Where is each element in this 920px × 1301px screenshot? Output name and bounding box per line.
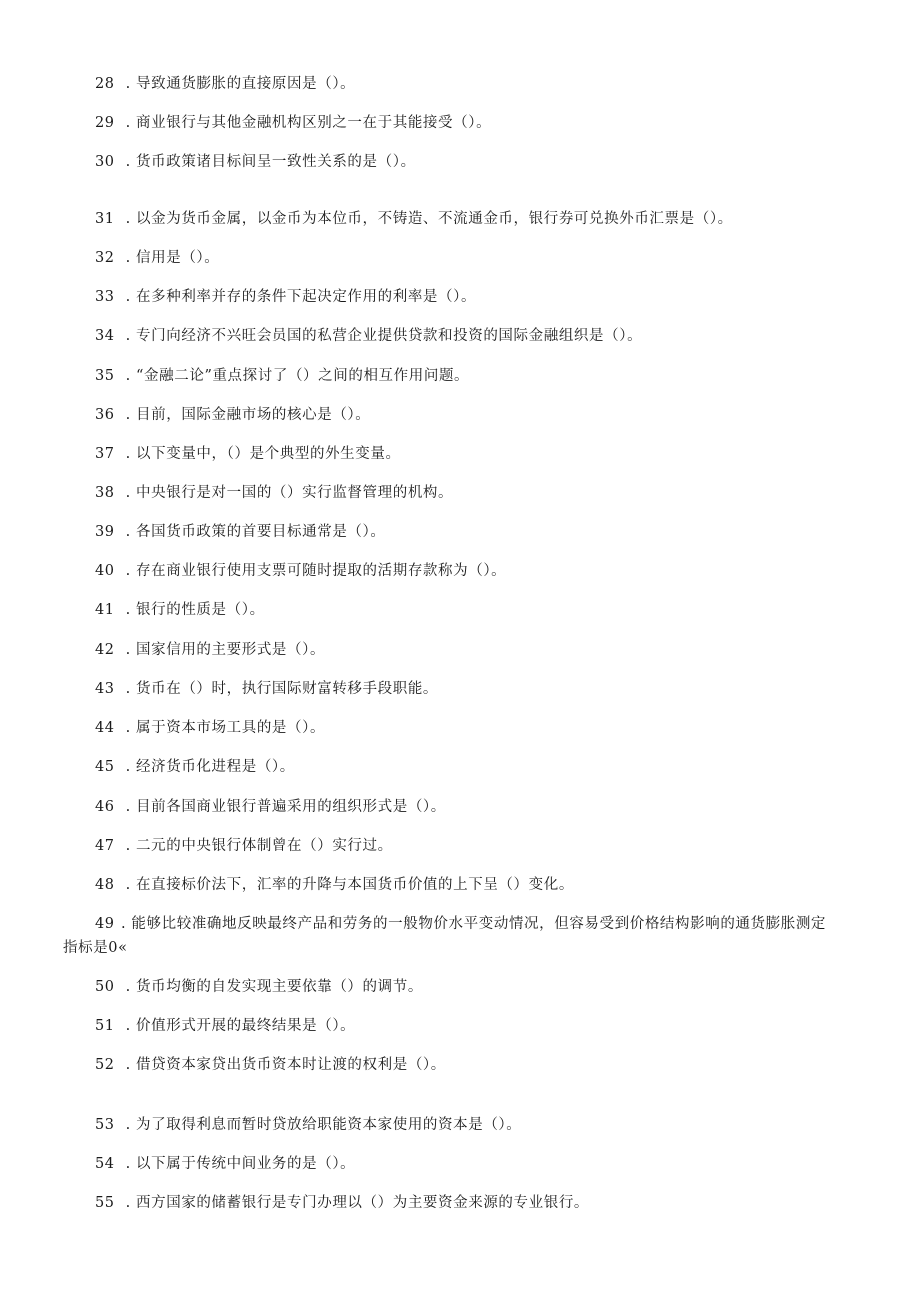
question-45 (95, 757, 860, 777)
question-text: . 目前，国际金融市场的核心是（）。 (125, 407, 371, 423)
question-number: 55 (95, 1195, 115, 1211)
question-text: . 目前各国商业银行普遍采用的组织形式是（）。 (125, 799, 446, 815)
question-number: 38 (95, 485, 115, 501)
question-text: . 银行的性质是（）。 (125, 602, 265, 618)
question-text: . 专门向经济不兴旺会员国的私营企业提供贷款和投资的国际金融组织是（）。 (125, 328, 643, 344)
question-number: 46 (95, 799, 115, 815)
question-46 (95, 797, 860, 817)
question-42 (95, 640, 860, 660)
question-text: . 货币在（）时，执行国际财富转移手段职能。 (125, 681, 439, 697)
question-37 (95, 444, 860, 464)
question-number: 30 (95, 154, 115, 170)
question-text: . 商业银行与其他金融机构区别之一在于其能接受（）。 (125, 115, 492, 131)
question-text: . 以下属于传统中间业务的是（）。 (125, 1156, 356, 1172)
question-36 (95, 405, 860, 425)
question-text: . 存在商业银行使用支票可随时提取的活期存款称为（）。 (125, 563, 507, 579)
question-number: 28 (95, 76, 115, 92)
question-number: 42 (95, 642, 115, 658)
question-34 (95, 326, 860, 346)
question-number: 41 (95, 602, 115, 618)
question-text: . 信用是（）。 (125, 250, 220, 266)
question-number: 29 (95, 115, 115, 131)
question-number: 40 (95, 563, 115, 579)
question-number: 37 (95, 446, 115, 462)
question-30 (95, 152, 860, 172)
question-number: 49 (95, 916, 115, 932)
question-number: 54 (95, 1156, 115, 1172)
question-number: 34 (95, 328, 115, 344)
question-33 (95, 287, 860, 307)
question-40 (95, 561, 860, 581)
question-number: 51 (95, 1018, 115, 1034)
question-text: . 以下变量中，（）是个典型的外生变量。 (125, 446, 401, 462)
question-41 (95, 600, 860, 620)
question-text: . 为了取得利息而暂时贷放给职能资本家使用的资本是（）。 (125, 1117, 522, 1133)
question-49 (63, 914, 860, 958)
question-text: . “金融二论”重点探讨了（）之间的相互作用问题。 (125, 368, 470, 384)
question-51 (95, 1016, 860, 1036)
question-number: 33 (95, 289, 115, 305)
question-text: . 货币政策诸目标间呈一致性关系的是（）。 (125, 154, 416, 170)
question-text: . 中央银行是对一国的（）实行监督管理的机构。 (125, 485, 454, 501)
question-line-1 (95, 914, 860, 934)
question-44 (95, 718, 860, 738)
question-text: . 国家信用的主要形式是（）。 (125, 642, 326, 658)
question-50 (95, 977, 860, 997)
question-text: . 各国货币政策的首要目标通常是（）。 (125, 524, 386, 540)
question-31 (95, 209, 860, 229)
question-number: 36 (95, 407, 115, 423)
question-55 (95, 1193, 860, 1213)
question-29 (95, 113, 860, 133)
question-number: 44 (95, 720, 115, 736)
question-number: 53 (95, 1117, 115, 1133)
question-text: . 属于资本市场工具的是（）。 (125, 720, 326, 736)
question-48 (95, 875, 860, 895)
question-text-continued: 指标是0« (63, 940, 128, 956)
question-39 (95, 522, 860, 542)
question-53 (95, 1115, 860, 1135)
question-text: . 在直接标价法下，汇率的升降与本国货币价值的上下呈（）变化。 (125, 877, 574, 893)
question-text: . 货币均衡的自发实现主要依靠（）的调节。 (125, 979, 423, 995)
question-number: 35 (95, 368, 115, 384)
question-text: . 西方国家的储蓄银行是专门办理以（）为主要资金来源的专业银行。 (125, 1195, 590, 1211)
question-text: . 二元的中央银行体制曾在（）实行过。 (125, 838, 393, 854)
question-text: . 能够比较准确地反映最终产品和劳务的一般物价水平变动情况，但容易受到价格结构影响的通货膨胀测定 (121, 916, 827, 932)
question-43 (95, 679, 860, 699)
question-text: . 以金为货币金属，以金币为本位币，不铸造、不流通金币，银行券可兑换外币汇票是（）。 (125, 211, 733, 227)
question-52 (95, 1055, 860, 1075)
question-number: 48 (95, 877, 115, 893)
question-text: . 导致通货膨胀的直接原因是（）。 (125, 76, 356, 92)
question-32 (95, 248, 860, 268)
question-text: . 经济货币化进程是（）。 (125, 759, 295, 775)
question-number: 45 (95, 759, 115, 775)
question-35 (95, 366, 860, 386)
question-54 (95, 1154, 860, 1174)
question-38 (95, 483, 860, 503)
question-text: . 价值形式开展的最终结果是（）。 (125, 1018, 356, 1034)
question-number: 52 (95, 1057, 115, 1073)
question-text: . 在多种利率并存的条件下起决定作用的利率是（）。 (125, 289, 477, 305)
question-28 (95, 74, 860, 94)
question-number: 32 (95, 250, 115, 266)
question-number: 31 (95, 211, 115, 227)
question-number: 39 (95, 524, 115, 540)
question-number: 43 (95, 681, 115, 697)
question-number: 50 (95, 979, 115, 995)
question-47 (95, 836, 860, 856)
question-text: . 借贷资本家贷出货币资本时让渡的权利是（）。 (125, 1057, 446, 1073)
question-number: 47 (95, 838, 115, 854)
